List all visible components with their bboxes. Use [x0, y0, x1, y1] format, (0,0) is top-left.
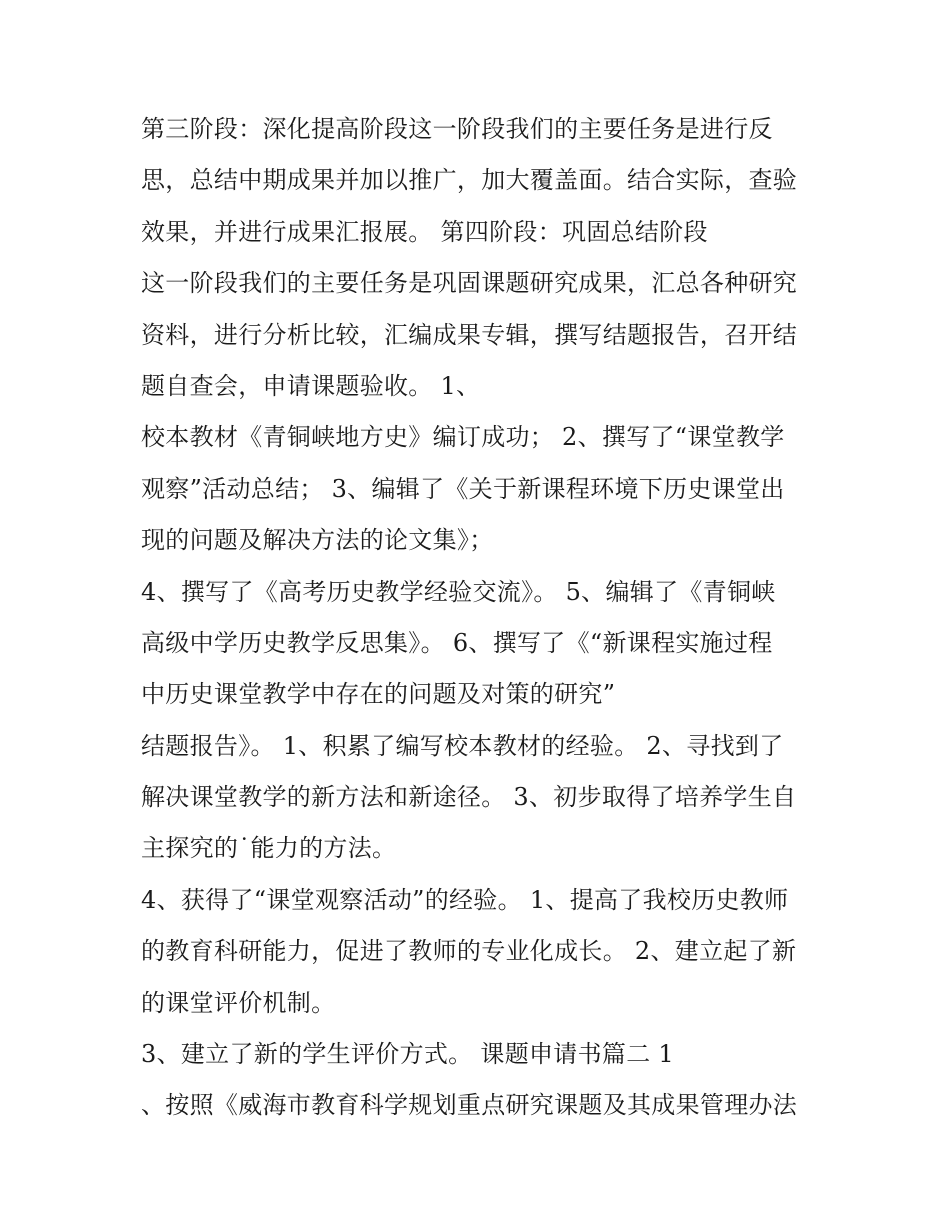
- text-line: 校本教材《青铜峡地方史》编订成功； 2、撰写了“课堂教学: [141, 423, 785, 452]
- text-line: 观察”活动总结； 3、编辑了《关于新课程环境下历史课堂出: [141, 474, 785, 503]
- text-line: 这一阶段我们的主要任务是巩固课题研究成果，汇总各种研究: [141, 269, 798, 298]
- text-line: 的教育科研能力，促进了教师的专业化成长。 2、建立起了新: [141, 937, 797, 966]
- text-line: 效果，并进行成果汇报展。 第四阶段：巩固总结阶段: [141, 217, 708, 246]
- text-line: 的课堂评价机制。: [141, 988, 336, 1017]
- text-line: 资料，进行分析比较，汇编成果专辑，撰写结题报告，召开结: [141, 320, 798, 349]
- text-line: 中历史课堂教学中存在的问题及对策的研究”: [141, 680, 616, 709]
- text-line: 4、获得了“课堂观察活动”的经验。 1、提高了我校历史教师: [141, 885, 789, 914]
- text-line: 主探究的˙能力的方法。: [141, 834, 397, 863]
- text-line: 题自查会，申请课题验收。 1、: [141, 371, 481, 400]
- text-line: 现的问题及解决方法的论文集》；: [141, 526, 494, 555]
- text-line: 结题报告》。 1、积累了编写校本教材的经验。 2、寻找到了: [141, 731, 784, 760]
- body-text: [141, 104, 831, 1132]
- text-line: 高级中学历史教学反思集》。 6、撰写了《“新课程实施过程: [141, 628, 773, 657]
- text-line: 第三阶段：深化提高阶段这一阶段我们的主要任务是进行反: [141, 115, 773, 143]
- text-line: 、按照《威海市教育科学规划重点研究课题及其成果管理办法: [141, 1091, 798, 1120]
- text-line: 4、撰写了《高考历史教学经验交流》。 5、编辑了《青铜峡: [141, 577, 776, 606]
- text-line: 3、建立了新的学生评价方式。 课题申请书篇二 1: [141, 1040, 674, 1069]
- text-line: 解决课堂教学的新方法和新途径。 3、初步取得了培养学生自: [141, 783, 797, 812]
- text-line: 思，总结中期成果并加以推广，加大覆盖面。结合实际，查验: [141, 166, 798, 195]
